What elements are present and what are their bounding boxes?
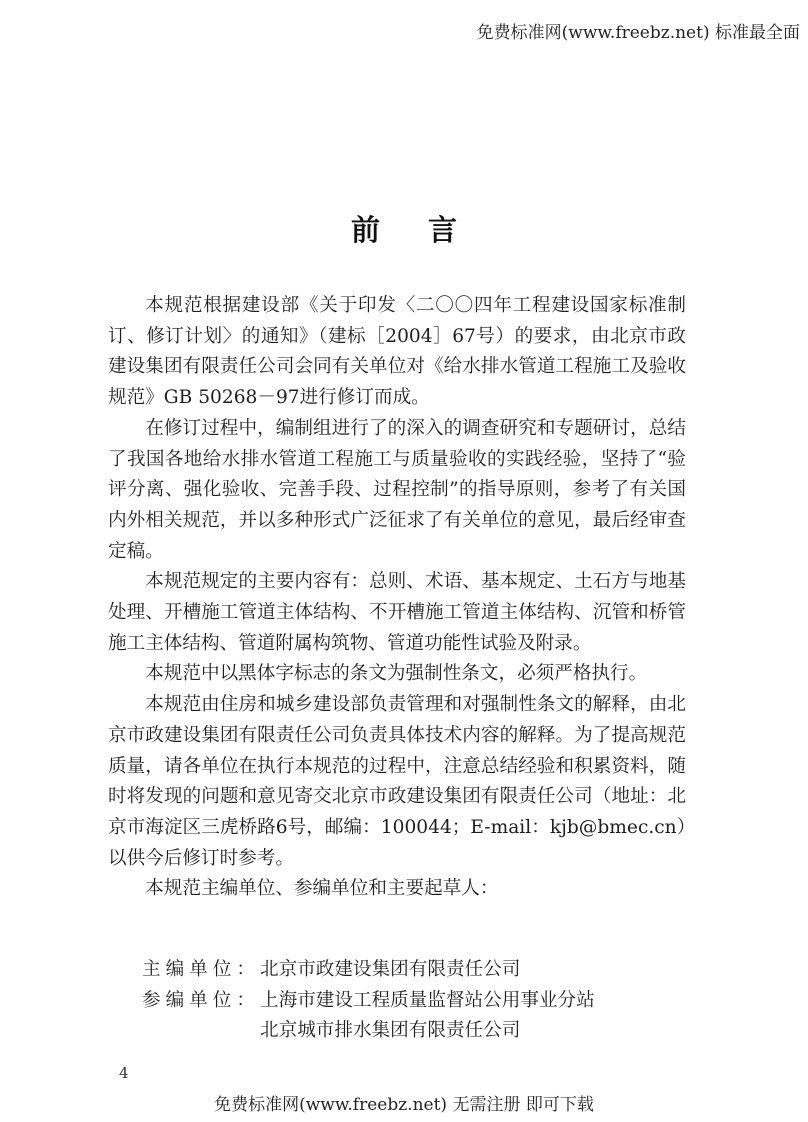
- paragraph-4: 本规范中以黑体字标志的条文为强制性条文，必须严格执行。: [145, 663, 648, 685]
- preface-body: [108, 291, 686, 905]
- participating-unit-row: [142, 986, 595, 1017]
- paragraph-1: 本规范根据建设部《关于印发〈二〇〇四年工程建设国家标准制订、修订计划〉的通知》（建标［2004］67号）的要求，由北京市政建设集团有限责任公司会同有关单位对《给水排水管道工程施工及验收规范》GB 50268－97进行修订而成。: [108, 295, 686, 409]
- participating-unit-label-blank: [142, 1016, 260, 1047]
- drafting-units: [142, 955, 595, 1047]
- page-number: 4: [119, 1064, 129, 1082]
- chief-unit-value: 北京市政建设集团有限责任公司: [260, 959, 521, 980]
- watermark-bottom: 免费标准网(www.freebz.net) 无需注册 即可下载: [214, 1095, 594, 1115]
- chief-unit-label: 主编单位：: [142, 959, 260, 980]
- participating-unit-row-2: [142, 1016, 595, 1047]
- paragraph-3: 本规范规定的主要内容有：总则、术语、基本规定、土石方与地基处理、开槽施工管道主体结构、不开槽施工管道主体结构、沉管和桥管施工主体结构、管道附属构筑物、管道功能性试验及附录。: [108, 571, 686, 654]
- page-title: 前言: [350, 213, 505, 247]
- paragraph-2: 在修订过程中，编制组进行了的深入的调查研究和专题研讨，总结了我国各地给水排水管道工程施工与质量验收的实践经验，坚持了“验评分离、强化验收、完善手段、过程控制”的指导原则，参考了有关国内外相关规范，并以多种形式广泛征求了有关单位的意见，最后经审查定稿。: [108, 417, 686, 562]
- chief-unit-row: [142, 955, 595, 986]
- participating-unit-label: 参编单位：: [142, 989, 260, 1011]
- paragraph-6: 本规范主编单位、参编单位和主要起草人：: [145, 878, 499, 900]
- participating-unit-value-2: 北京城市排水集团有限责任公司: [260, 1020, 521, 1042]
- watermark-top: 免费标准网(www.freebz.net) 标准最全面: [476, 23, 800, 43]
- participating-unit-value-1: 上海市建设工程质量监督站公用事业分站: [260, 989, 595, 1011]
- paragraph-5: 本规范由住房和城乡建设部负责管理和对强制性条文的解释，由北京市政建设集团有限责任公司负责具体技术内容的解释。为了提高规范质量，请各单位在执行本规范的过程中，注意总结经验和积累资料，随时将发现的问题和意见寄交北京市政建设集团有限责任公司（地址：北京市海淀区三虎桥路6号，邮编：100044；E-mail：kjb@bmec.cn）以供今后修订时参考。: [108, 694, 686, 869]
